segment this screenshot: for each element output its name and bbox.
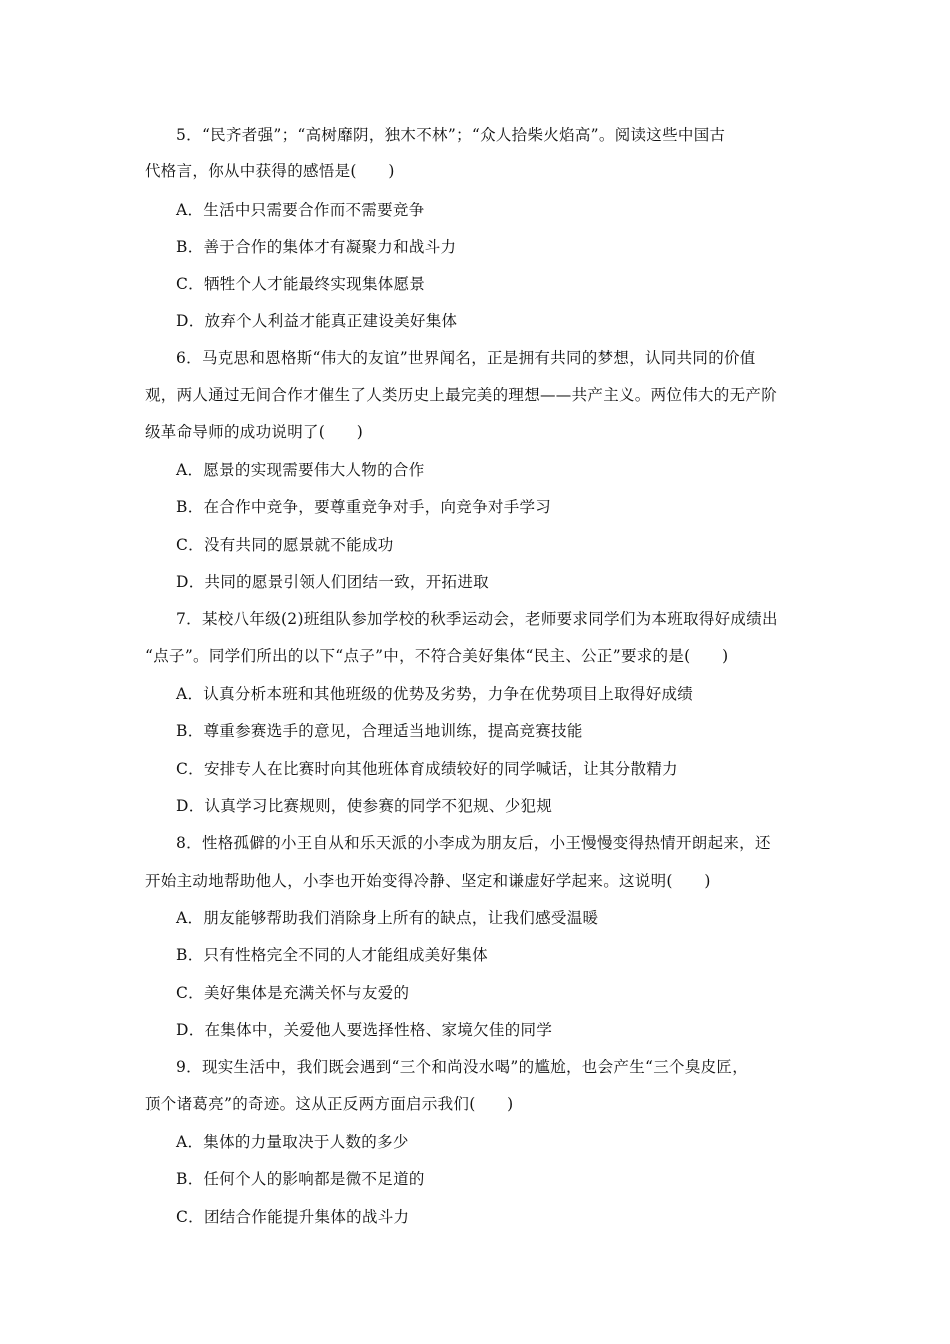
question-7-stem-line-2: “点子”。同学们所出的以下“点子”中，不符合美好集体“民主、公正”要求的是( ) — [145, 647, 729, 665]
question-7-option-a: A．认真分析本班和其他班级的优势及劣势，力争在优势项目上取得好成绩 — [176, 685, 694, 703]
question-5-option-c: C．牺牲个人才能最终实现集体愿景 — [176, 275, 426, 293]
question-9-option-b: B．任何个人的影响都是微不足道的 — [176, 1170, 425, 1188]
question-7-option-b: B．尊重参赛选手的意见，合理适当地训练，提高竞赛技能 — [176, 722, 583, 740]
question-6-stem-line-1: 6．马克思和恩格斯“伟大的友谊”世界闻名，正是拥有共同的梦想，认同共同的价值 — [176, 349, 756, 367]
question-5-stem-line-1: 5．“民齐者强”；“高树靡阴，独木不林”；“众人拾柴火焰高”。阅读这些中国古 — [176, 126, 726, 144]
question-8-stem-line-2: 开始主动地帮助他人，小李也开始变得冷静、坚定和谦虚好学起来。这说明( ) — [145, 872, 711, 890]
question-8-option-d: D．在集体中，关爱他人要选择性格、家境欠佳的同学 — [176, 1021, 553, 1039]
question-8-option-b: B．只有性格完全不同的人才能组成美好集体 — [176, 946, 488, 964]
question-6-stem-line-2: 观，两人通过无间合作才催生了人类历史上最完美的理想——共产主义。两位伟大的无产阶 — [145, 386, 778, 404]
question-9-stem-line-2: 顶个诸葛亮”的奇迹。这从正反两方面启示我们( ) — [145, 1095, 514, 1113]
question-8-option-c: C．美好集体是充满关怀与友爱的 — [176, 984, 410, 1002]
question-9-option-a: A．集体的力量取决于人数的多少 — [176, 1133, 409, 1151]
question-7-stem-line-1: 7．某校八年级(2)班组队参加学校的秋季运动会，老师要求同学们为本班取得好成绩出 — [176, 610, 778, 628]
question-9-option-c: C．团结合作能提升集体的战斗力 — [176, 1208, 410, 1226]
question-5-option-d: D．放弃个人利益才能真正建设美好集体 — [176, 312, 458, 330]
question-6-option-b: B．在合作中竞争，要尊重竞争对手，向竞争对手学习 — [176, 498, 552, 516]
question-6-option-d: D．共同的愿景引领人们团结一致，开拓进取 — [176, 573, 489, 591]
question-6-option-c: C．没有共同的愿景就不能成功 — [176, 536, 394, 554]
question-6-stem-line-3: 级革命导师的成功说明了( ) — [145, 423, 364, 441]
question-7-option-d: D．认真学习比赛规则，使参赛的同学不犯规、少犯规 — [176, 797, 553, 815]
question-5-option-a: A．生活中只需要合作而不需要竞争 — [176, 201, 425, 219]
question-6-option-a: A．愿景的实现需要伟大人物的合作 — [176, 461, 425, 479]
question-5-stem-line-2: 代格言，你从中获得的感悟是( ) — [145, 162, 395, 180]
question-8-option-a: A．朋友能够帮助我们消除身上所有的缺点，让我们感受温暖 — [176, 909, 599, 927]
question-7-option-c: C．安排专人在比赛时向其他班体育成绩较好的同学喊话，让其分散精力 — [176, 760, 678, 778]
question-8-stem-line-1: 8．性格孤僻的小王自从和乐天派的小李成为朋友后，小王慢慢变得热情开朗起来，还 — [176, 834, 771, 852]
question-9-stem-line-1: 9．现实生活中，我们既会遇到“三个和尚没水喝”的尴尬，也会产生“三个臭皮匠， — [176, 1058, 749, 1076]
question-5-option-b: B．善于合作的集体才有凝聚力和战斗力 — [176, 238, 457, 256]
